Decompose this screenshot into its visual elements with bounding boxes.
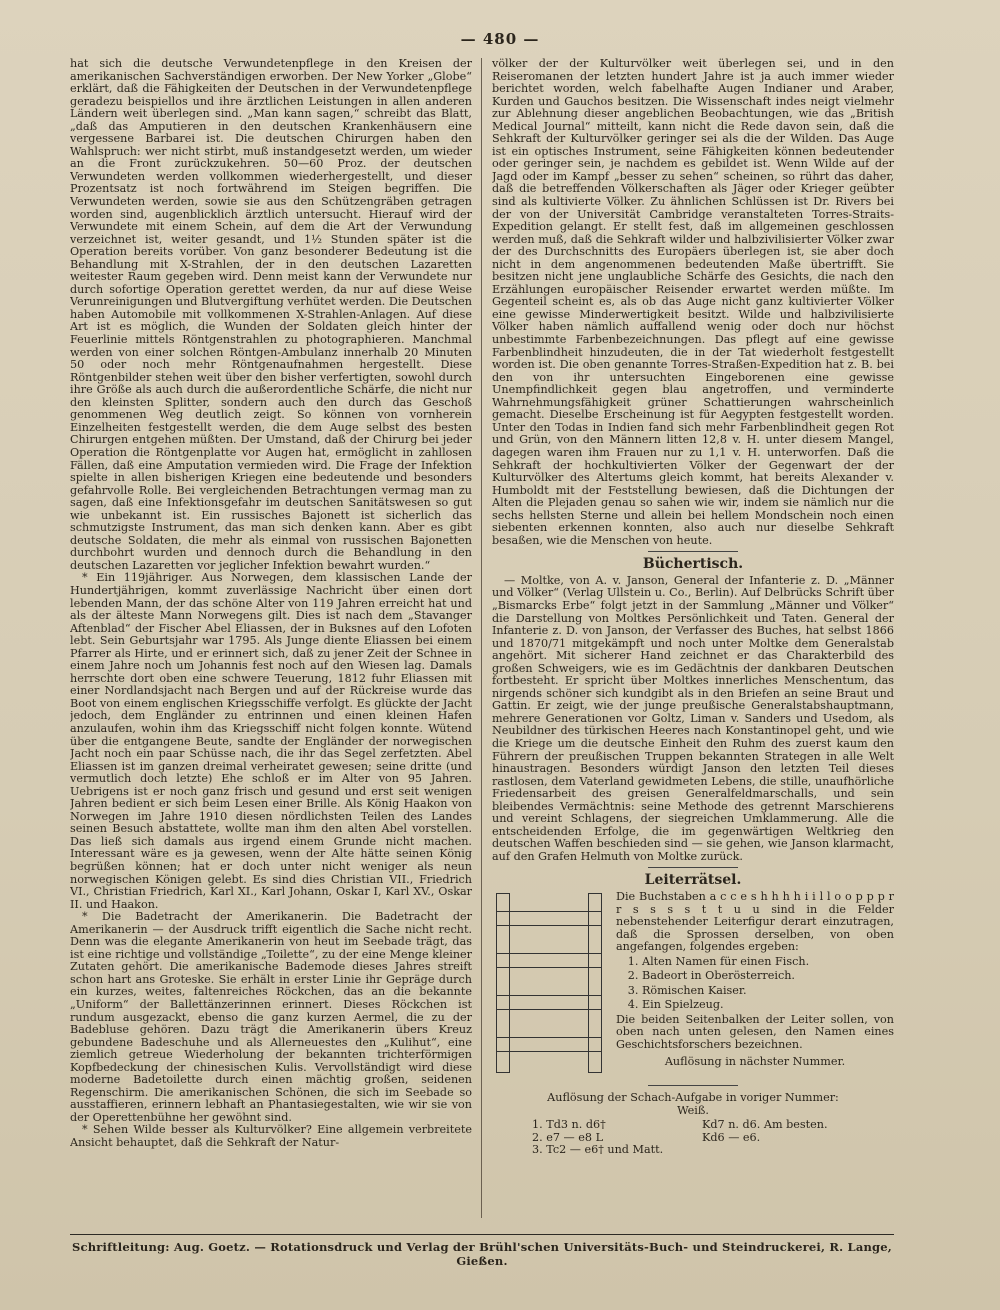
chess-move-white: 1. Td3 n. d6† [532,1118,606,1132]
puzzle-clue: 1. Alten Namen für einen Fisch. [642,956,894,969]
imprint-footer: Schriftleitung: Aug. Goetz. — Rotationsdruck und Verlag der Brühl'schen Universitäts-Buch- und Steindruckerei, R. Lange, Gießen. [72,1240,892,1268]
article-119-year-old: * Ein 119jähriger. Aus Norwegen, dem klassischen Lande der Hundertjährigen, kommt zuverlässige Nachricht über einen dort lebenden Mann, der das schöne Alter von 119 Jahren erreicht hat und als der älteste Mann Norwegens gilt. Dies ist nach dem „Stavanger Aftenblad“ der Fischer Abel Eliassen, der in Buksnes auf den Lofoten lebt. Sein Geburtsjahr war 1795. Als Junge diente Eliassen bei einem Pfarrer als Hirte, und er erinnert sich, daß zu jener Zeit der Schnee in einem Jahre noch um Johannis fest noch auf den Wiesen lag. Damals herrschte dort oben eine schwere Teuerung, 1812 fuhr Eliassen mit einer Nordlandsjacht nach Bergen und auf der Rückreise wurde das Boot von einem englischen Kriegsschiffe verfolgt. Es glückte der Jacht jedoch, dem Engländer zu entrinnen und einen kleinen Hafen anzulaufen, wohin ihm das Kriegsschiff nicht folgen konnte. Wütend über die entgangene Beute, sandte der Engländer der norwegischen Jacht noch ein paar Schüsse nach, die ihr das Segel zerfetzten. Abel Eliassen ist im ganzen dreimal verheiratet gewesen; seine dritte (und vermutlich doch letzte) Ehe schloß er im Alter von 95 Jahren. Uebrigens ist er noch ganz frisch und gesund und erst seit wenigen Jahren bedient er sich beim Lesen einer Brille. Als König Haakon von Norwegen im Jahre 1910 diesen nördlichsten Teilen des Landes seinen Besuch abstattete, wollte man ihm den alten Abel vorstellen. Das ließ sich damals aus irgend einem Grunde nicht machen. Interessant wäre es ja gewesen, wenn der Alte hätte seinen König begrüßen können; hat er doch unter nicht weniger als neun norwegischen Königen gelebt. Es sind dies Christian VII., Friedrich VI., Christian Friedrich, Karl XI., Karl Johann, Oskar I, Karl XV., Oskar II. und Haakon. [70,571,472,911]
chess-moves [532,1119,894,1157]
puzzle-clue: 2. Badeort in Oberösterreich. [642,970,894,983]
footer-divider [70,1234,894,1235]
right-column [492,58,894,1223]
ladder-rung-3 [496,995,602,1010]
chess-move-white: 3. Tc2 — e6† und Matt. [532,1143,664,1157]
article-eyesight-continued: völker der der Kulturvölker weit überlegen sei, und in den Reiseromanen der letzten hundert Jahre ist ja auch immer wieder berichtet worden, welch fabelhafte Augen Indianer und Araber, Kurden und Gauchos besitzen. Die Wissenschaft indes neigt vielmehr zur Ablehnung dieser angeblichen Beobachtungen, wie das „British Medical Journal“ mitteilt, kann nicht die Rede davon sein, daß die Sehkraft der Kulturvölker geringer sei als die der Wilden. Das Auge ist ein optisches Instrument, seine Fähigkeiten können bedeutender oder geringer sein, je nachdem es gebildet ist. Wenn Wilde auf der Jagd oder im Kampf „besser zu sehen“ scheinen, so rührt das daher, daß die betreffenden Völkerschaften als Jäger oder Krieger geübter sind als kultivierte Völker. Zu ähnlichen Schlüssen ist Dr. Rivers bei der von der Universität Cambridge veranstalteten Torres-Straits-Expedition gelangt. Er stellt fest, daß im allgemeinen geschlossen werden muß, daß die Sehkraft wilder und halbzivilisierter Völker zwar der des Durchschnitts des Europäers überlegen ist, sie aber doch nicht in dem angenommenen bedeutenden Maße übertrifft. Sie besitzen nicht jene unglaubliche Schärfe des Gesichts, die nach den Erzählungen europäischer Reisender erwartet werden müßte. Im Gegenteil scheint es, als ob das Auge nicht ganz kultivierter Völker eine gewisse Minderwertigkeit besitzt. Wilde und halbzivilisierte Völker haben nämlich auffallend wenig oder doch nur höchst unbestimmte Farbenbezeichnungen. Das pflegt auf eine gewisse Farbenblindheit hinzudeuten, die in der Tat wiederholt festgestellt worden ist. Die oben genannte Torres-Straßen-Expedition hat z. B. bei den von ihr untersuchten Eingeborenen eine gewisse Unempfindlichkeit gegen blau angetroffen, und verminderte Wahrnehmungsfähigkeit grüner Schattierungen wahrscheinlich gemacht. Dieselbe Erscheinung ist für Aegypten festgestellt worden. Unter den Todas in Indien fand sich mehr Farbenblindheit gegen Rot und Grün, von den Männern litten 12,8 v. H. unter diesem Mangel, dagegen waren ihm Frauen nur zu 1,1 v. H. unterworfen. Daß die Sehkraft der hochkultivierten Völker der Gegenwart der der Kulturvölker des Altertums gleich kommt, hat bereits Alexander v. Humboldt mit der Feststellung bewiesen, daß die Dichtungen der Alten die Plejaden genau so sahen wie wir, indem sie nämlich nur die sechs hellsten Sterne und allein bei hellem Mondschein noch einen siebenten erkennen konnten, also auch nur dieselbe Sehkraft besaßen, wie die Menschen von heute. [492,58,894,547]
puzzle-outro: Die beiden Seitenbalken der Leiter sollen, von oben nach unten gelesen, den Namen eines Geschichtsforschers bezeichnen. [616,1012,894,1052]
section-divider [648,1085,738,1086]
puzzle-intro: Die Buchstaben a c c e s h h h h i i l l o o p p p r r s s s s t t u u sind in die Felder nebenstehender Leiterfigur derart einzutragen, daß die Sprossen derselben, von oben angefangen, folgendes ergeben: [616,890,894,954]
chess-move-black [702,1144,894,1157]
puzzle-answer-note: Auflösung in nächster Nummer. [664,1054,846,1068]
article-bathing-costume: * Die Badetracht der Amerikanerin. Die Badetracht der Amerikanerin — der Ausdruck trifft eigentlich die Sache nicht recht. Denn was die elegante Amerikanerin von heut im Seebade trägt, das ist eine richtige und vollständige „Toilette“, zu der eine Menge kleiner Zutaten gehört. Die amerikanische Bademode dieses Jahres streift schon hart ans Groteske. Sie erhält in erster Linie ihr Gepräge durch ein kurzes, weites, faltenreiches Röckchen, das an die bekannte „Uniform“ der Ballettänzerinnen erinnert. Dieses Röckchen ist rundum ausgezackt, ebenso die ganz kurzen Aermel, die zu der Badebluse gehören. Dazu trägt die Amerikanerin übers Kreuz gebundene Badeschuhe und als Allerneuestes den „Kulihut“, eine ziemlich getreue Wiederholung der bekannten trichterförmigen Kopfbedeckung der chinesischen Kulis. Vervollständigt wird diese moderne Badetoilette durch einen mächtig großen, seidenen Regenschirm. Die amerikanischen Schönen, die sich im Seebade so ausstaffieren, erinnern lebhaft an Phantasiegestalten, wie wir sie von der Operettenbühne her gewöhnt sind. [70,910,472,1124]
page-number: — 480 — [460,30,540,48]
puzzle-clue: 3. Römischen Kaiser. [642,985,894,998]
chess-solution-title: Auflösung der Schach-Aufgabe in voriger Nummer: [547,1091,839,1104]
puzzle-title: Leiterrätsel. [644,872,742,889]
ladder-rung-2 [496,953,602,968]
section-divider [648,551,738,552]
chess-white-label: Weiß. [677,1103,709,1117]
chess-move-white: 2. e7 — e8 L [532,1130,603,1144]
books-section-title: Büchertisch. [642,556,744,573]
puzzle-clues [616,956,894,1012]
ladder-puzzle [492,891,894,1081]
chess-move-black: Kd6 — e6. [702,1130,761,1144]
book-review-moltke: — Moltke, von A. v. Janson, General der Infanterie z. D. „Männer und Völker“ (Verlag Ullstein u. Co., Berlin). Auf Delbrücks Schrift über „Bismarcks Erbe“ folgt jetzt in der Sammlung „Männer und Völker“ die Darstellung von Moltkes Persönlichkeit und Taten. General der Infanterie z. D. von Janson, der Verfasser des Buches, hat selbst 1866 und 1870/71 mitgekämpft und noch unter Moltke dem Generalstab angehört. Mit sicherer Hand zeichnet er das Charakterbild des großen Schweigers, wie es im Gedächtnis der dankbaren Deutschen fortbesteht. Er spricht über Moltkes innerliches Menschentum, das nirgends schöner sich kundgibt als in den Briefen an seine Braut und Gattin. Er zeigt, wie der junge preußische Generalstabshauptmann, mehrere Generationen vor Goltz, Liman v. Sanders und Usedom, als Neubildner des türkischen Heeres nach Konstantinopel geht, und wie die Kriege um die deutsche Einheit den Ruhm des zuerst kaum den Führern der preußischen Truppen bekannten Strategen in alle Welt hinaustragen. Besonders würdigt Janson den letzten Teil dieses rastlosen, dem Vaterland gewidmeten Lebens, die stille, unaufhörliche Friedensarbeit des greisen Generalfeldmarschalls, und sein bleibendes Vermächtnis: seine Methode des getrennt Marschierens und vereint Schlagens, der siegreichen Umklammerung. Alle die entscheidenden Erfolge, die im gegenwärtigen Weltkrieg den deutschen Waffen beschieden sind — sie gehen, wie Janson klarmacht, auf den Grafen Helmuth von Moltke zurück. [492,573,894,863]
section-divider [648,867,738,868]
puzzle-text [616,891,894,1068]
left-column [70,58,472,1223]
ladder-rung-1 [496,911,602,926]
article-savages-eyesight: * Sehen Wilde besser als Kulturvölker? Eine allgemein verbreitete Ansicht behauptet, daß die Sehkraft der Natur- [70,1123,472,1150]
puzzle-clue: 4. Ein Spielzeug. [642,999,894,1012]
ladder-rung-4 [496,1037,602,1052]
chess-move-black: Kd7 n. d6. Am besten. [702,1118,828,1132]
ladder-figure [492,893,608,1079]
article-wounded-care: hat sich die deutsche Verwundetenpflege in den Kreisen der amerikanischen Sachverständigen erworben. Der New Yorker „Globe“ erklärt, daß die Fähigkeiten der Deutschen in der Verwundetenpflege geradezu beispiellos und ihre ärztlichen Leistungen in allen anderen Ländern weit überlegen sind. „Man kann sagen,“ schreibt das Blatt, „daß das Amputieren in den deutschen Krankenhäusern eine vergessene Barbarei ist. Die deutschen Chirurgen haben den Wahlspruch: wer nicht stirbt, muß instandgesetzt werden, um wieder an die Front zurückzukehren. 50—60 Proz. der deutschen Verwundeten werden vollkommen wiederhergestellt, und dieser Prozentsatz ist noch fortwährend im Steigen begriffen. Die Verwundeten werden, sowie sie aus den Schützengräben getragen worden sind, augenblicklich ärztlich untersucht. Hierauf wird der Verwundete mit einem Schein, auf dem die Art der Verwundung verzeichnet ist, weiter gesandt, und 1½ Stunden später ist die Operation bereits vorüber. Von ganz besonderer Bedeutung ist die Behandlung mit X-Strahlen, der in den deutschen Lazaretten weitester Raum gegeben wird. Denn meist kann der Verwundete nur durch sofortige Operation gerettet werden, da nur auf diese Weise Verunreinigungen und Blutvergiftung verhütet werden. Die Deutschen haben Automobile mit vollkommenen X-Strahlen-Anlagen. Auf diese Art ist es möglich, die Wunden der Soldaten gleich hinter der Feuerlinie mittels Röntgenstrahlen zu photographieren. Manchmal werden von einer solchen Röntgen-Ambulanz innerhalb 20 Minuten 50 oder noch mehr Röntgenaufnahmen hergestellt. Diese Röntgenbilder stehen weit über den bisher verfertigten, sowohl durch ihre Größe als auch durch die außerordentliche Schärfe, die nicht nur den kleinsten Splitter, sondern auch den durch das Geschoß genommenen Weg deutlich zeigt. So können von vornherein Einzelheiten festgestellt werden, die dem Auge selbst des besten Chirurgen entgehen müßten. Der Umstand, daß der Chirurg bei jeder Operation die Röntgenplatte vor Augen hat, ermöglicht in zahllosen Fällen, daß eine Amputation vermieden wird. Die Frage der Infektion spielte in allen bisherigen Kriegen eine bedeutende und besonders gefahrvolle Rolle. Bei vergleichenden Betrachtungen vermag man zu sagen, daß eine Infektionsgefahr im deutschen Sanitätswesen so gut wie unbekannt ist. Ein russisches Bajonett ist sicherlich das schmutzigste Instrument, das man sich denken kann. Aber es gibt deutsche Soldaten, die mehr als einmal von russischen Bajonetten durchbohrt wurden und dennoch durch die Behandlung in den deutschen Lazaretten vor jeglicher Infektion bewahrt wurden.“ [70,58,472,572]
column-divider [481,58,482,1218]
